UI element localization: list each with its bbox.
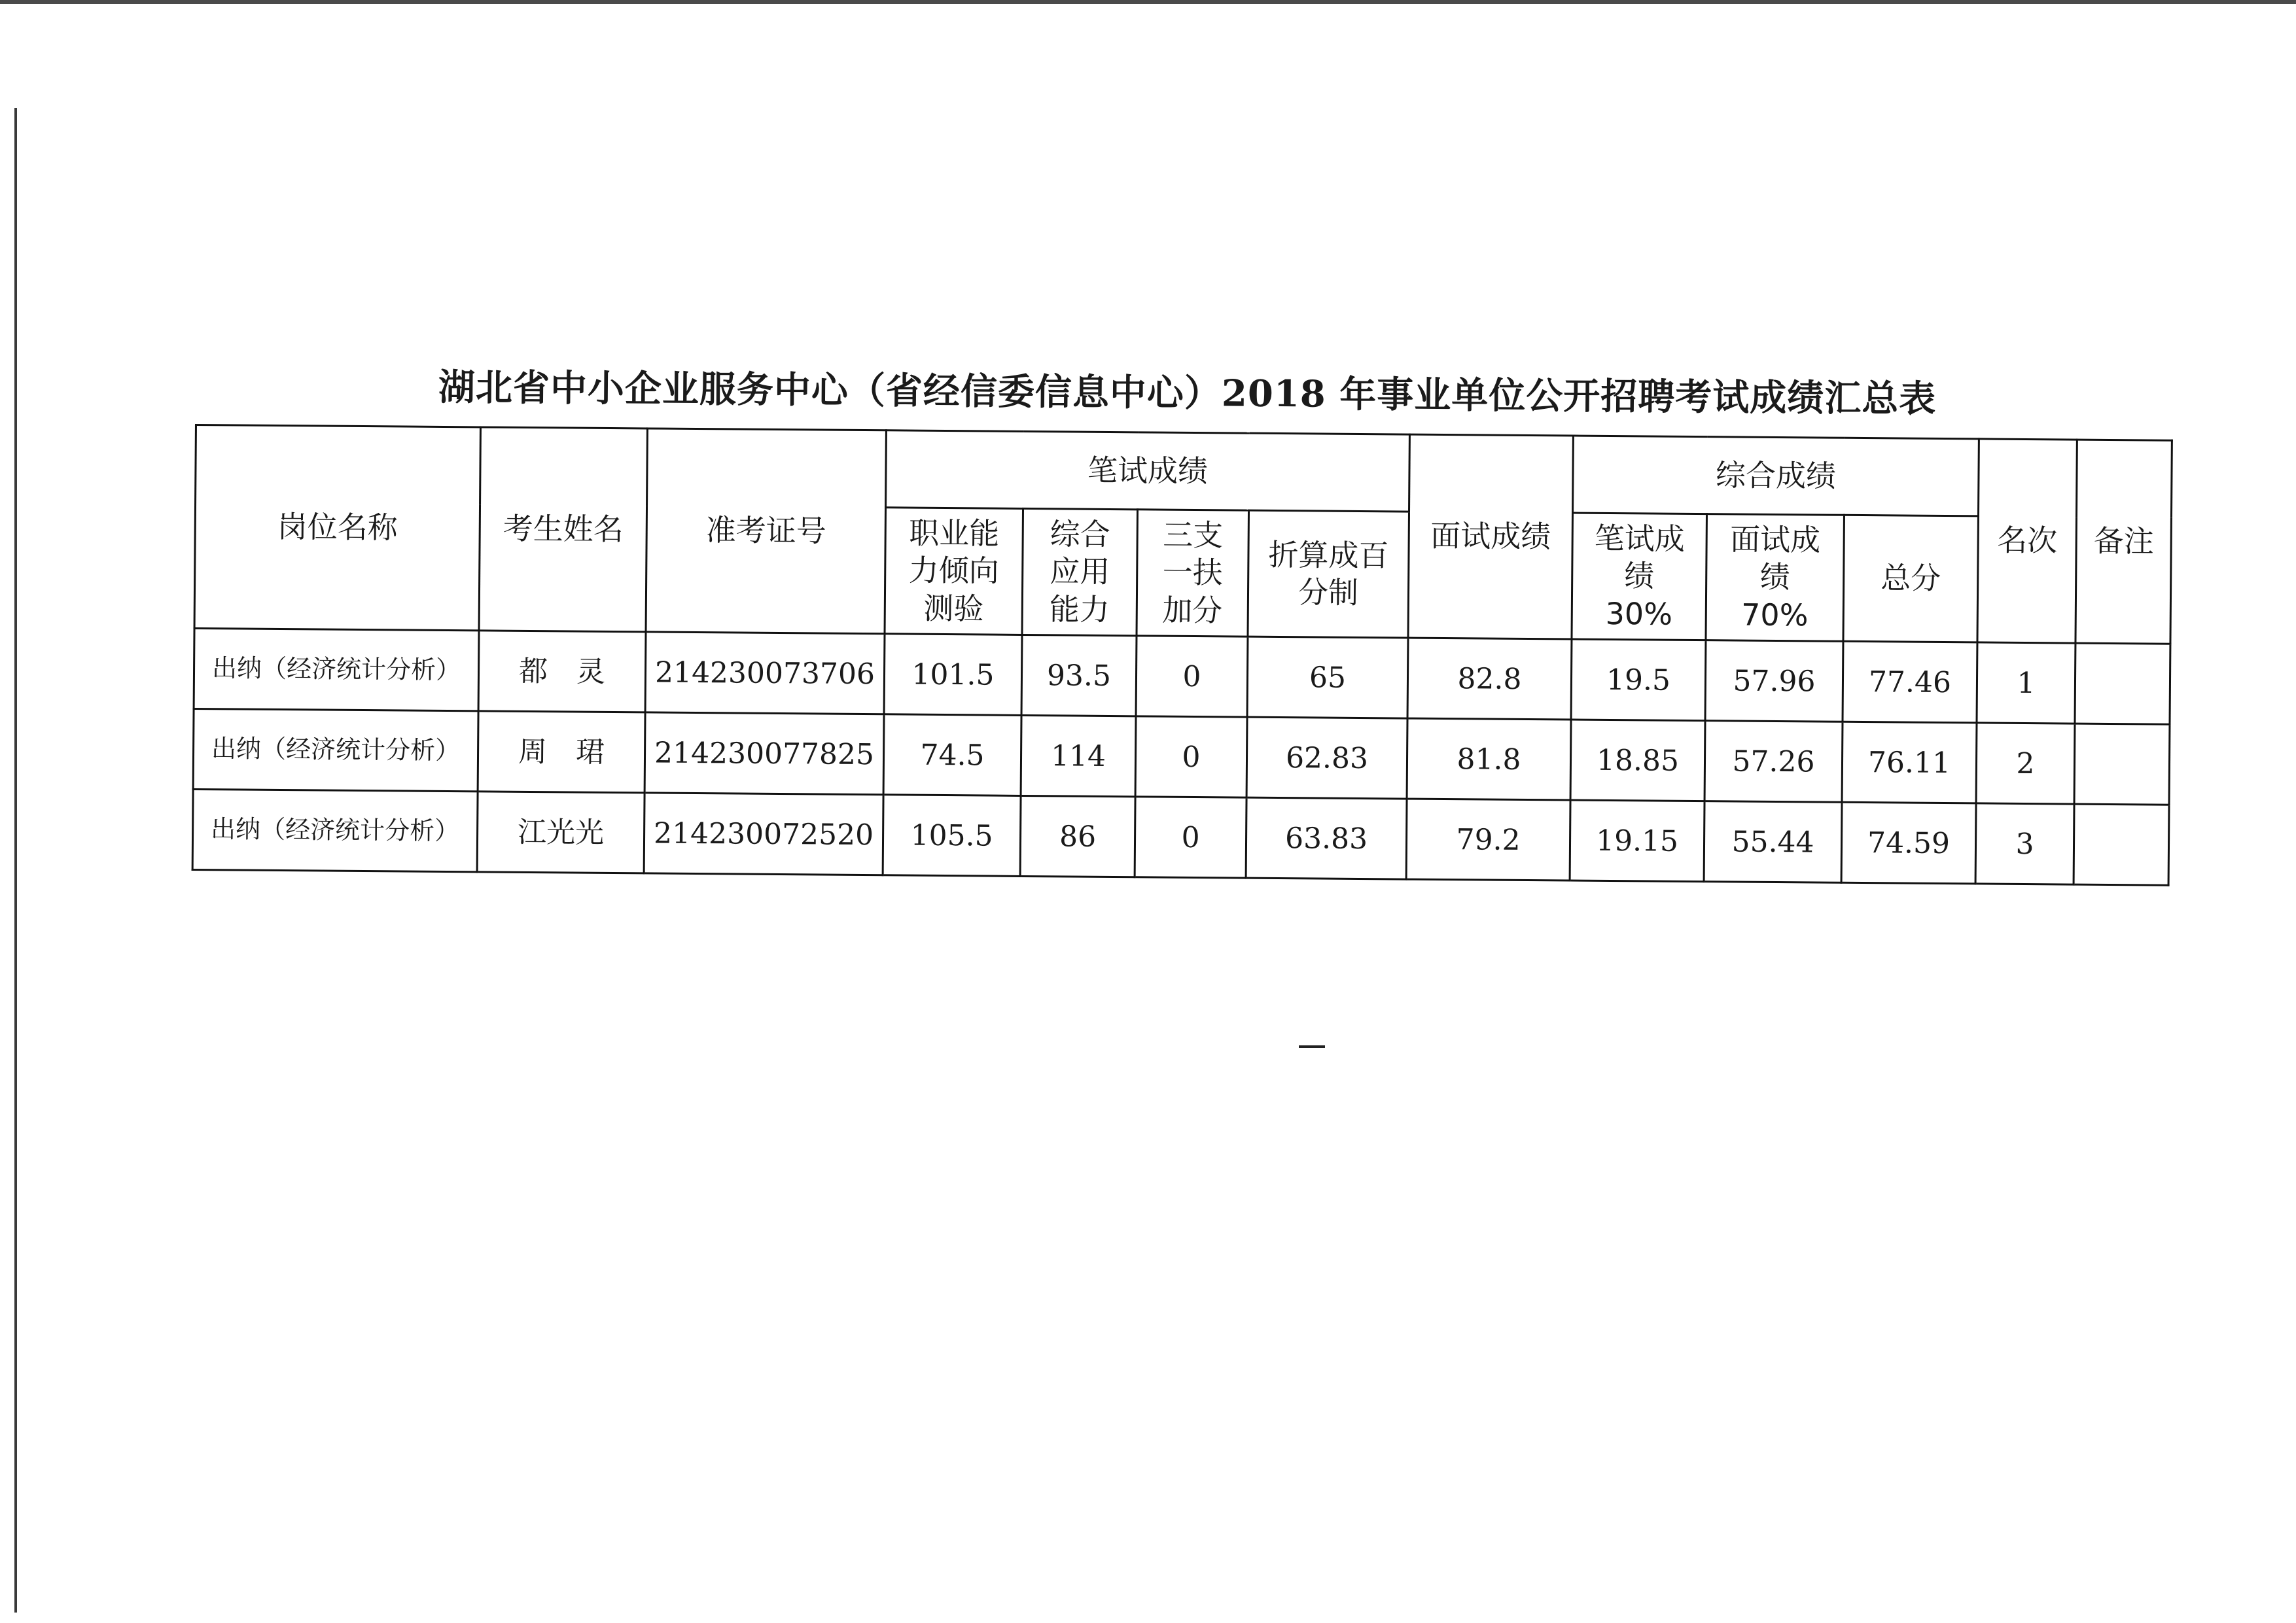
score-summary-table — [192, 424, 2173, 886]
cell-rank: 3 — [1975, 803, 2074, 884]
header-written30 — [1572, 513, 1707, 640]
cell-position: 出纳（经济统计分析） — [194, 629, 479, 711]
header-name: 考生姓名 — [479, 427, 647, 632]
cell-name: 江光光 — [477, 792, 645, 873]
header-position: 岗位名称 — [194, 425, 480, 631]
cell-rank: 2 — [1976, 723, 2075, 804]
cell-name: 周 珺 — [478, 711, 645, 793]
header-bonus-text: 三支一扶加分 — [1162, 517, 1224, 629]
header-interview70-text: 面试成绩 70% — [1729, 521, 1821, 633]
cell-interview70: 55.44 — [1704, 801, 1842, 883]
cell-percent: 65 — [1247, 637, 1408, 718]
page-number-dash — [1299, 1045, 1325, 1048]
cell-remark — [2075, 643, 2170, 724]
header-percent-text: 折算成百分制 — [1268, 536, 1389, 610]
cell-bonus: 0 — [1135, 797, 1246, 878]
scan-border-left — [14, 108, 17, 1613]
cell-total: 77.46 — [1843, 641, 1977, 723]
cell-position: 出纳（经济统计分析） — [192, 789, 478, 871]
header-aptitude — [885, 508, 1023, 635]
header-comprehensive — [1022, 508, 1138, 635]
cell-total: 74.59 — [1841, 802, 1976, 884]
cell-percent: 62.83 — [1246, 717, 1407, 799]
header-interview70 — [1706, 514, 1845, 642]
cell-interview: 81.8 — [1407, 718, 1571, 800]
header-total: 总分 — [1843, 515, 1979, 642]
cell-written30: 18.85 — [1570, 720, 1705, 801]
cell-comprehensive: 114 — [1021, 715, 1136, 796]
cell-percent: 63.83 — [1246, 797, 1407, 879]
cell-aptitude: 74.5 — [883, 714, 1021, 796]
header-remark: 备注 — [2075, 440, 2172, 644]
header-bonus — [1137, 510, 1249, 637]
cell-bonus: 0 — [1135, 716, 1247, 797]
header-comprehensive-text: 综合应用能力 — [1049, 516, 1110, 627]
cell-written30: 19.15 — [1570, 800, 1704, 882]
table-row — [193, 708, 2170, 805]
cell-comprehensive: 93.5 — [1021, 635, 1137, 716]
table-row — [194, 629, 2170, 725]
cell-bonus: 0 — [1136, 636, 1248, 717]
cell-exam-no: 214230072520 — [644, 793, 883, 875]
header-written-group: 笔试成绩 — [886, 430, 1410, 512]
cell-interview: 82.8 — [1407, 638, 1572, 720]
header-exam-no: 准考证号 — [646, 428, 886, 634]
cell-written30: 19.5 — [1571, 639, 1706, 721]
document-title: 湖北省中小企业服务中心（省经信委信息中心）2018 年事业单位公开招聘考试成绩汇总表 — [438, 366, 1937, 421]
cell-total: 76.11 — [1842, 722, 1977, 803]
cell-interview: 79.2 — [1406, 799, 1570, 881]
cell-interview70: 57.26 — [1704, 721, 1843, 803]
scan-border-top — [0, 0, 2296, 4]
header-interview: 面试成绩 — [1408, 434, 1573, 639]
table-row — [192, 789, 2169, 885]
cell-remark — [2074, 804, 2169, 885]
header-combined-group: 综合成绩 — [1572, 436, 1979, 516]
header-row-1 — [196, 425, 2172, 518]
cell-aptitude: 101.5 — [884, 634, 1022, 716]
cell-aptitude: 105.5 — [883, 795, 1021, 877]
cell-exam-no: 214230073706 — [645, 632, 885, 714]
header-percent — [1248, 510, 1409, 638]
cell-interview70: 57.96 — [1705, 640, 1843, 722]
header-written30-text: 笔试成绩 30% — [1594, 520, 1685, 632]
cell-comprehensive: 86 — [1020, 795, 1135, 877]
header-aptitude-text: 职业能力倾向测验 — [908, 515, 1000, 627]
cell-rank: 1 — [1977, 642, 2075, 724]
header-rank: 名次 — [1977, 439, 2077, 643]
cell-position: 出纳（经济统计分析） — [193, 708, 478, 791]
cell-exam-no: 214230077825 — [645, 712, 884, 795]
cell-name: 都 灵 — [478, 631, 646, 712]
cell-remark — [2074, 724, 2170, 805]
